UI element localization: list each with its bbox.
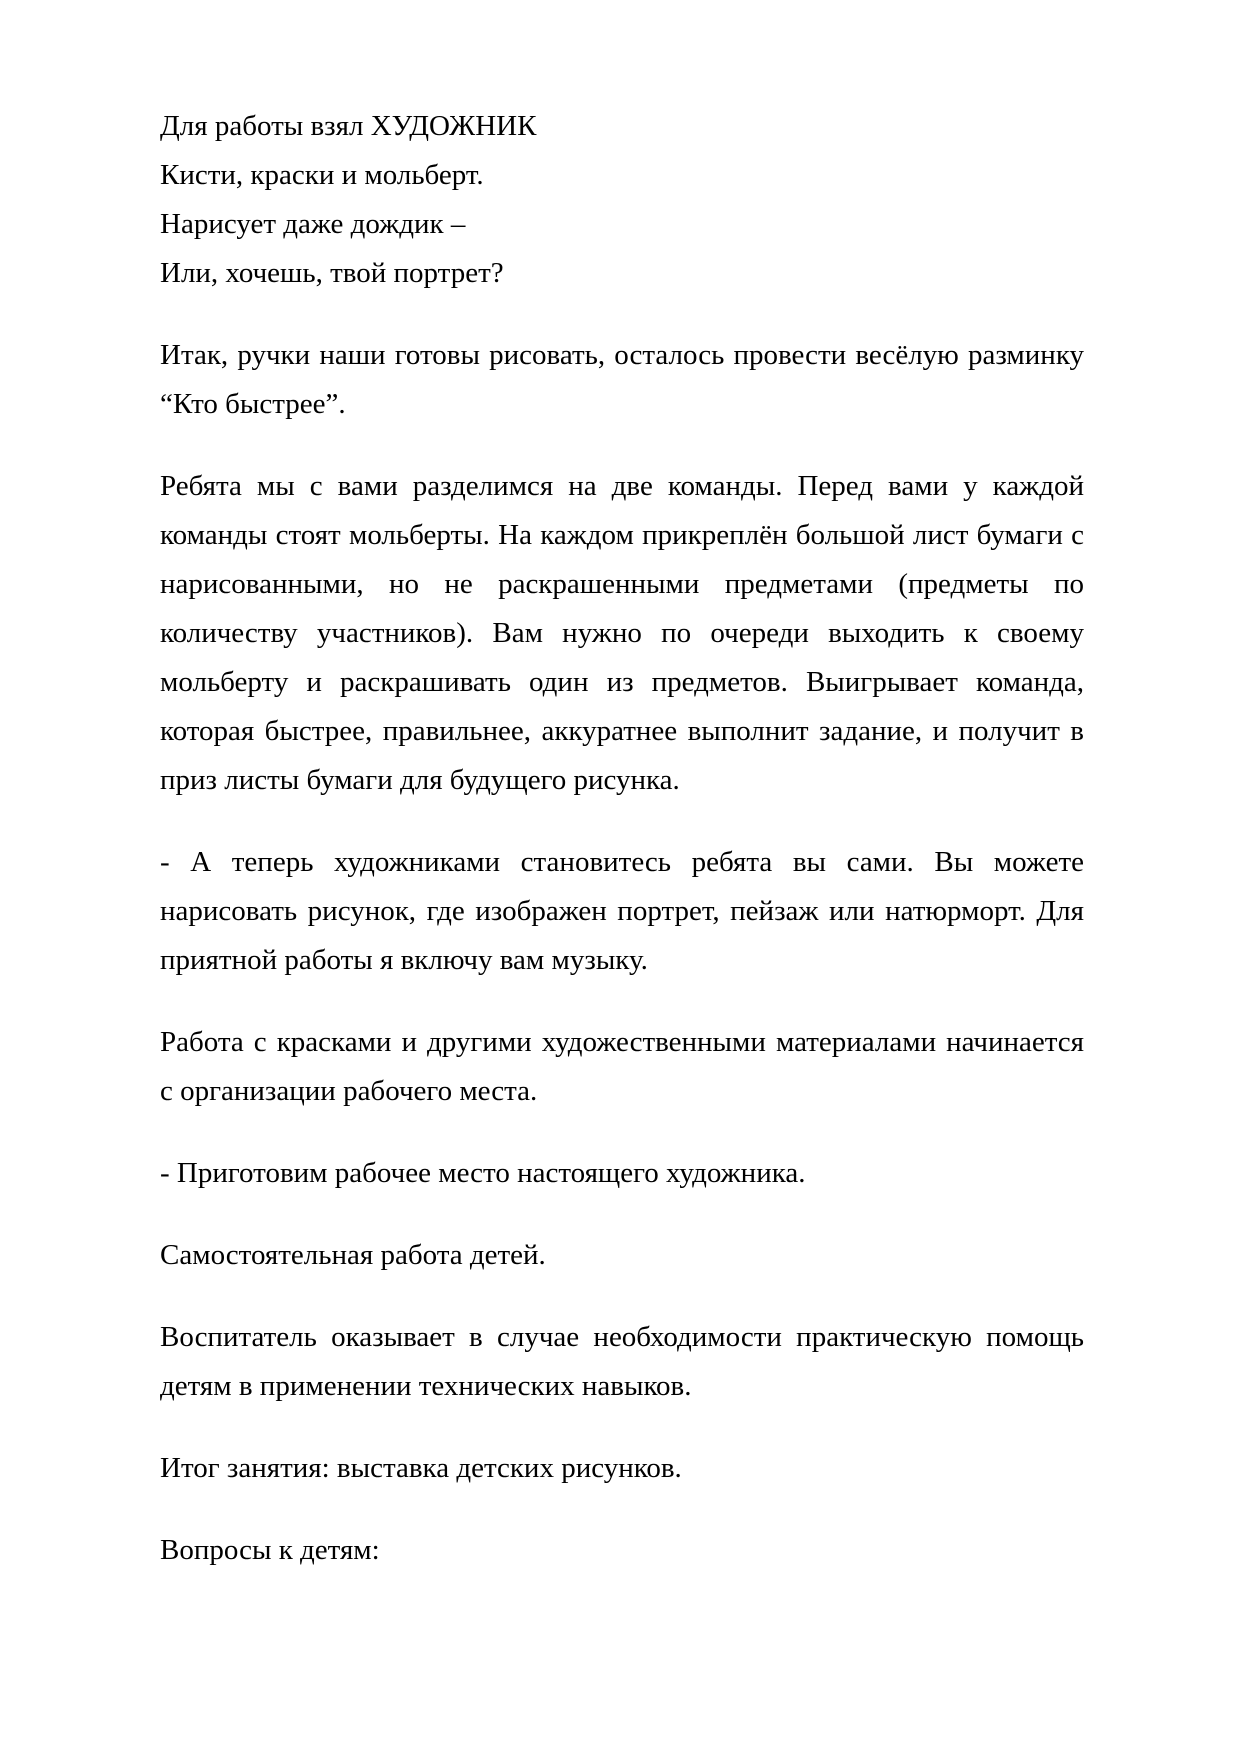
paragraph-questions-heading: Вопросы к детям:	[160, 1534, 380, 1566]
paragraph-prepare-workspace: - Приготовим рабочее место настоящего художника.	[160, 1157, 806, 1189]
paragraph-independent-work: Самостоятельная работа детей.	[160, 1239, 546, 1271]
paragraph-workspace-intro: Работа с красками и другими художественными материалами начинается с организации рабочего места.	[160, 1026, 1084, 1107]
poem-line: Для работы взял ХУДОЖНИК	[160, 110, 537, 142]
paragraph-team-game: Ребята мы с вами разделимся на две команды. Перед вами у каждой команды стоят мольберты. На каждом прикреплён большой лист бумаги с нарисованными, но не раскрашенными предметами (предметы по количеству участников). Вам нужно по очереди выходить к своему мольберту и раскрашивать один из предметов. Выигрывает команда, которая быстрее, правильнее, аккуратнее выполнит задание, и получит в приз листы бумаги для будущего рисунка.	[160, 470, 1084, 796]
poem-line: Нарисует даже дождик –	[160, 208, 466, 240]
poem-block	[160, 102, 1084, 298]
poem-line: Кисти, краски и мольберт.	[160, 159, 484, 191]
paragraph-lesson-result: Итог занятия: выставка детских рисунков.	[160, 1452, 682, 1484]
paragraph-teacher-help: Воспитатель оказывает в случае необходимости практическую помощь детям в применении технических навыков.	[160, 1321, 1084, 1402]
poem-line: Или, хочешь, твой портрет?	[160, 257, 504, 289]
paragraph-warmup: Итак, ручки наши готовы рисовать, осталось провести весёлую разминку “Кто быстрее”.	[160, 339, 1084, 420]
paragraph-become-artists: - А теперь художниками становитесь ребята вы сами. Вы можете нарисовать рисунок, где изображен портрет, пейзаж или натюрморт. Для приятной работы я включу вам музыку.	[160, 846, 1084, 976]
